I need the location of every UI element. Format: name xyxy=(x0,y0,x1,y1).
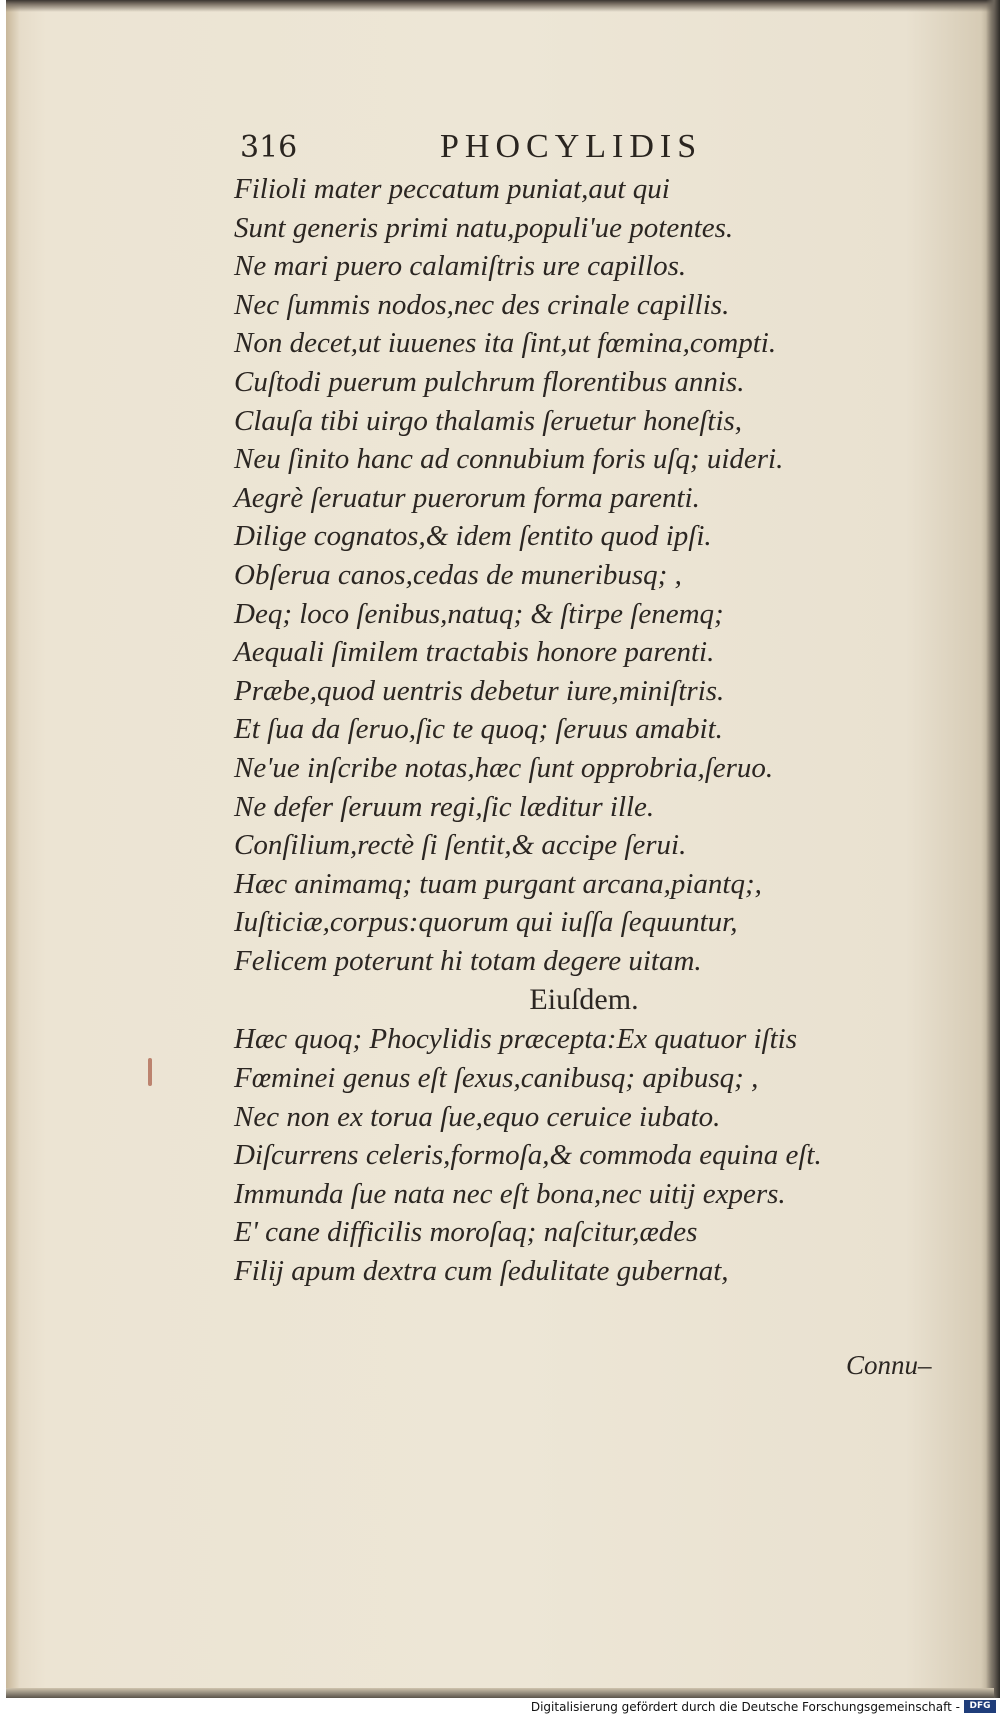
verse-line: Deq; loco ſenibus,natuq; & ſtirpe ſenemq; xyxy=(234,597,724,630)
verse-line: Non decet,ut iuuenes ita ſint,ut fœmina,compti. xyxy=(234,327,777,360)
verse-line: Hæc animamq; tuam purgant arcana,piantq;, xyxy=(234,867,762,900)
verse-line: Et ſua da ſeruo,ſic te quoq; ſeruus amabit. xyxy=(234,713,723,746)
verse-line: Filioli mater peccatum puniat,aut qui xyxy=(234,173,670,205)
verse-line: Obſerua canos,cedas de muneribusq; , xyxy=(234,558,682,591)
verse-line: Hæc quoq; Phocylidis præcepta:Ex quatuor iſtis xyxy=(234,1023,798,1056)
verse-line: Felicem poterunt hi totam degere uitam. xyxy=(234,944,702,977)
text-block xyxy=(234,170,894,1291)
verse-line: Immunda ſue nata nec eſt bona,nec uitij expers. xyxy=(234,1177,786,1210)
verse-line: Diſcurrens celeris,formoſa,& commoda equina eſt. xyxy=(234,1139,822,1172)
verse-line: Filij apum dextra cum ſedulitate gubernat, xyxy=(234,1255,729,1288)
page-number: 316 xyxy=(240,130,298,165)
page-header xyxy=(240,128,760,174)
verse-line: Dilige cognatos,& idem ſentito quod ipſi. xyxy=(234,520,712,553)
catchword: Connu– xyxy=(846,1350,932,1380)
verse-line: Ne mari puero calamiſtris ure capillos. xyxy=(234,250,687,283)
verse-line: Cuſtodi puerum pulchrum florentibus annis. xyxy=(234,365,745,398)
page-top-shadow xyxy=(6,0,994,12)
footer-bar xyxy=(0,1698,1000,1716)
page-bottom-edge xyxy=(6,1688,994,1698)
verse-line: Aegrè ſeruatur puerorum forma parenti. xyxy=(234,481,700,514)
verse-line: Neu ſinito hanc ad connubium foris uſq; uideri. xyxy=(234,443,784,476)
page-right-edge xyxy=(986,0,1000,1700)
verse-line: Conſilium,rectè ſi ſentit,& accipe ſerui. xyxy=(234,829,687,862)
verse-line: Præbe,quod uentris debetur iure,miniſtris. xyxy=(234,674,725,707)
verse-line: Ne'ue inſcribe notas,hæc ſunt opprobria,ſeruo. xyxy=(234,751,774,784)
section-heading: Eiuſdem. xyxy=(529,983,639,1017)
footer-credit: Digitalisierung gefördert durch die Deutsche Forschungsgemeinschaft - xyxy=(530,1700,960,1714)
margin-ink-mark xyxy=(148,1058,152,1086)
dfg-logo-icon: DFG xyxy=(964,1700,996,1713)
verse-line: Clauſa tibi uirgo thalamis ſeruetur honeſtis, xyxy=(234,404,743,437)
verse-line: Nec ſummis nodos,nec des crinale capillis. xyxy=(234,288,730,321)
verse-line: Aequali ſimilem tractabis honore parenti. xyxy=(234,636,715,669)
verse-line: Ne defer ſeruum regi,ſic læditur ille. xyxy=(234,790,655,823)
verse-line: Fœminei genus eſt ſexus,canibusq; apibusq; , xyxy=(234,1062,759,1095)
running-title: PHOCYLIDIS xyxy=(440,128,703,165)
verse-line: E' cane difficilis moroſaq; naſcitur,ædes xyxy=(234,1216,698,1249)
verse-line: Iuſticiæ,corpus:quorum qui iuſſa ſequuntur, xyxy=(234,906,738,939)
verse-line: Nec non ex torua ſue,equo ceruice iubato. xyxy=(234,1100,721,1133)
verse-line: Sunt generis primi natu,populi'ue potentes. xyxy=(234,211,734,244)
